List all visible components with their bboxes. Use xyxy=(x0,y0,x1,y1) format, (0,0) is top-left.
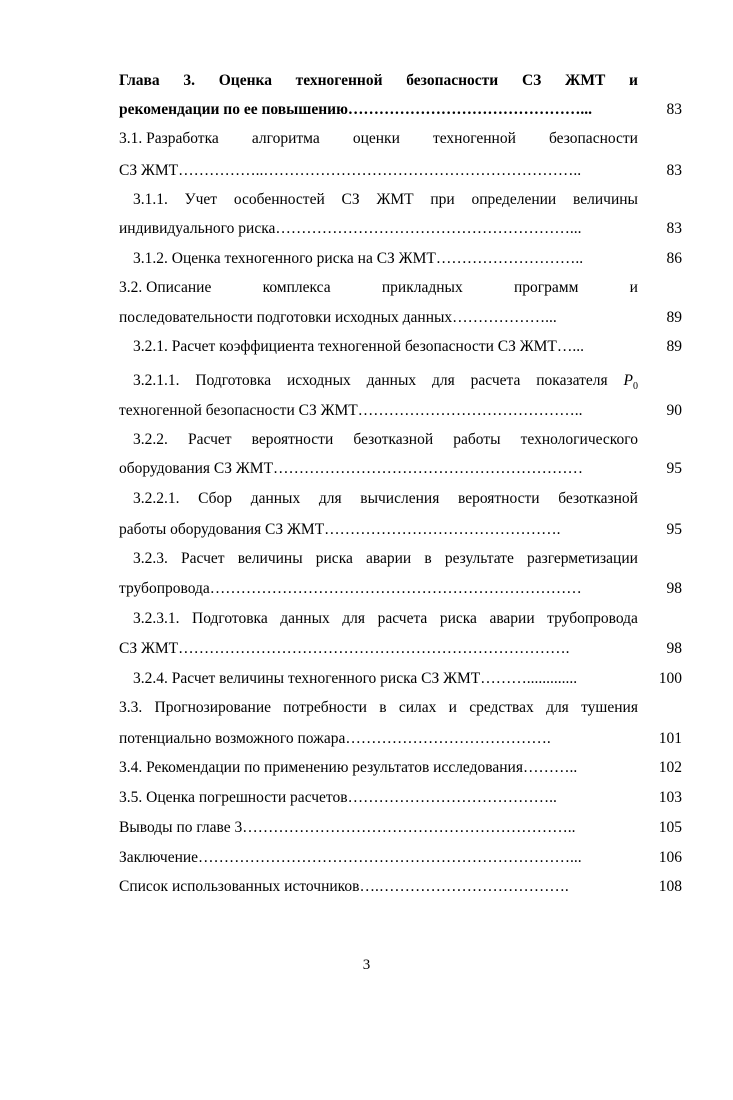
toc-word: данных xyxy=(366,372,417,389)
toc-page-number: 89 xyxy=(666,338,682,355)
toc-word: величины xyxy=(573,191,638,208)
toc-word: 3.2.3. xyxy=(133,550,168,567)
toc-section-3-3-line-2 xyxy=(0,724,733,754)
toc-word: потребности xyxy=(283,699,367,716)
toc-word: 3.3. xyxy=(119,699,143,716)
toc-entry-text: рекомендации по ее повышению………………………………………... xyxy=(119,101,593,118)
toc-section-3-2-2-line-2 xyxy=(0,454,733,484)
toc-word: аварии xyxy=(489,610,535,627)
toc-entry-text: работы оборудования СЗ ЖМТ………………………………………. xyxy=(119,521,561,538)
toc-word: 3.1.1. xyxy=(133,191,168,208)
toc-word: безотказной xyxy=(558,490,638,507)
toc-word: безопасности xyxy=(406,72,499,89)
toc-page-number: 100 xyxy=(658,670,682,687)
toc-word: ЖМТ xyxy=(565,72,606,89)
toc-word: Подготовка xyxy=(195,372,272,389)
toc-word: величины xyxy=(237,550,303,567)
toc-section-3-2-2-1-line-2 xyxy=(0,515,733,545)
toc-section-3-2-3-line-2 xyxy=(0,574,733,604)
toc-entry-text: Список использованных источников….………………………………. xyxy=(119,878,569,895)
toc-word: определении xyxy=(471,191,557,208)
toc-word: исходных xyxy=(286,372,351,389)
toc-word: Прогнозирование xyxy=(154,699,271,716)
toc-word: данных xyxy=(250,490,301,507)
toc-word: технологического xyxy=(520,431,638,448)
toc-word: Сбор xyxy=(198,490,233,507)
toc-word: алгоритма xyxy=(251,130,320,147)
toc-entry-text: 3.5. Оценка погрешности расчетов………………………………….. xyxy=(119,789,557,806)
toc-section-3-1-1-line-1 xyxy=(0,185,733,215)
toc-section-3-2-line-1 xyxy=(0,273,733,303)
toc-word: вычисления xyxy=(360,490,440,507)
toc-word: риска xyxy=(439,610,477,627)
toc-word: 3.2.2. xyxy=(133,431,168,448)
toc-section-3-2-4 xyxy=(0,664,733,694)
toc-page-number: 83 xyxy=(666,101,682,118)
toc-word: расчета xyxy=(470,372,521,389)
toc-entry-text: потенциально возможного пожара…………………………………. xyxy=(119,730,551,747)
toc-entry-text: Выводы по главе 3……………………………………………………….. xyxy=(119,819,576,836)
toc-word: и xyxy=(629,72,638,89)
toc-word: комплекса xyxy=(262,279,331,296)
toc-word: для xyxy=(432,372,455,389)
toc-section-3-4 xyxy=(0,753,733,783)
toc-word: Учет xyxy=(184,191,218,208)
toc-word: техногенной xyxy=(295,72,383,89)
toc-word: СЗ xyxy=(341,191,360,208)
toc-page-number: 90 xyxy=(666,402,682,419)
toc-word: и xyxy=(629,279,638,296)
toc-section-3-2-line-2 xyxy=(0,303,733,333)
toc-section-3-1-line-2 xyxy=(0,156,733,186)
toc-entry-text: трубопровода……………………………………………………………… xyxy=(119,580,582,597)
toc-page-number: 102 xyxy=(658,759,682,776)
toc-word: разгерметизации xyxy=(526,550,638,567)
toc-word: 3.1. Разработка xyxy=(119,130,219,147)
toc-word: 3.2.1.1. xyxy=(133,372,180,389)
toc-word: данных xyxy=(280,610,330,627)
toc-entry-text: техногенной безопасности СЗ ЖМТ…………………………………….. xyxy=(119,402,583,419)
toc-word: Оценка xyxy=(218,72,272,89)
toc-entry-text: последовательности подготовки исходных данных………………... xyxy=(119,309,557,326)
toc-section-3-3-line-1 xyxy=(0,693,733,723)
toc-word: Подготовка xyxy=(192,610,268,627)
toc-section-3-2-1-1-line-1 xyxy=(0,366,733,396)
toc-word: для xyxy=(546,699,569,716)
toc-word: прикладных xyxy=(381,279,463,296)
toc-entry-text: 3.2.1. Расчет коэффициента техногенной безопасности СЗ ЖМТ…... xyxy=(133,338,585,355)
toc-chapter-3-line-2 xyxy=(0,95,733,125)
toc-entry-text: СЗ ЖМТ…………………………………………………………………. xyxy=(119,640,570,657)
toc-word: для xyxy=(342,610,366,627)
toc-page-number: 105 xyxy=(658,819,682,836)
toc-page-number: 103 xyxy=(658,789,682,806)
toc-page-number: 98 xyxy=(666,640,682,657)
toc-entry-text: оборудования СЗ ЖМТ…………………………………………………… xyxy=(119,460,584,477)
toc-page-number: 95 xyxy=(666,460,682,477)
toc-page-number: 86 xyxy=(666,250,682,267)
toc-section-3-2-1-1-line-2 xyxy=(0,396,733,426)
toc-conclusions-chapter-3 xyxy=(0,813,733,843)
toc-section-3-1-2 xyxy=(0,244,733,274)
toc-page-number: 83 xyxy=(666,162,682,179)
toc-word: ЖМТ xyxy=(376,191,414,208)
toc-word: оценки xyxy=(352,130,400,147)
toc-section-3-1-1-line-2 xyxy=(0,214,733,244)
toc-section-3-2-3-1-line-1 xyxy=(0,604,733,634)
toc-word: аварии xyxy=(366,550,412,567)
toc-word: в xyxy=(424,550,432,567)
toc-word: вероятности xyxy=(251,431,334,448)
toc-word: вероятности xyxy=(457,490,540,507)
toc-word: 3. xyxy=(183,72,196,89)
toc-word: риска xyxy=(315,550,353,567)
toc-entry-text: 3.1.2. Оценка техногенного риска на СЗ ЖМТ……………………….. xyxy=(133,250,584,267)
toc-word: Расчет xyxy=(181,550,225,567)
toc-word: для xyxy=(318,490,342,507)
toc-page-number: 83 xyxy=(666,220,682,237)
toc-word: трубопровода xyxy=(547,610,638,627)
toc-word: безотказной xyxy=(353,431,434,448)
toc-page-number: 106 xyxy=(658,849,682,866)
toc-page-number: 95 xyxy=(666,521,682,538)
toc-word: силах xyxy=(398,699,437,716)
toc-chapter-3-line-1 xyxy=(0,66,733,96)
toc-references xyxy=(0,872,733,902)
toc-page-number: 98 xyxy=(666,580,682,597)
toc-entry-text: Заключение………………………………………………………………... xyxy=(119,849,582,866)
toc-word: 3.2.3.1. xyxy=(133,610,180,627)
toc-word: и xyxy=(448,699,457,716)
toc-word: Расчет xyxy=(188,431,232,448)
toc-word: техногенной xyxy=(432,130,516,147)
toc-page-number: 101 xyxy=(658,730,682,747)
toc-word: особенностей xyxy=(233,191,325,208)
symbol-letter: P xyxy=(623,372,633,389)
toc-word: безопасности xyxy=(548,130,638,147)
toc-word: средствах xyxy=(469,699,534,716)
toc-word: при xyxy=(430,191,455,208)
toc-word: 3.2.2.1. xyxy=(133,490,180,507)
toc-entry-text: индивидуального риска…………………………………………………... xyxy=(119,220,582,237)
toc-section-3-2-2-1-line-1 xyxy=(0,484,733,514)
toc-word: работы xyxy=(453,431,501,448)
toc-final-conclusion xyxy=(0,843,733,873)
toc-page-number: 108 xyxy=(658,878,682,895)
toc-section-3-1-line-1 xyxy=(0,124,733,154)
toc-word: показателя xyxy=(536,372,608,389)
toc-section-3-2-2-line-1 xyxy=(0,425,733,455)
toc-entry-text: 3.2.4. Расчет величины техногенного риска СЗ ЖМТ………............. xyxy=(133,670,578,687)
toc-word: Глава xyxy=(119,72,160,89)
toc-entry-text: 3.4. Рекомендации по применению результатов исследования……….. xyxy=(119,759,578,776)
toc-word: СЗ xyxy=(521,72,542,89)
toc-word: результате xyxy=(444,550,514,567)
toc-word: в xyxy=(379,699,387,716)
toc-section-3-2-1 xyxy=(0,332,733,362)
toc-word: 3.2. Описание xyxy=(119,279,212,296)
toc-entry-text: СЗ ЖМТ……………..…………………………………………………….. xyxy=(119,162,582,179)
symbol-subscript: 0 xyxy=(632,381,638,393)
toc-word: программ xyxy=(513,279,579,296)
page-number-footer: 3 xyxy=(362,957,371,973)
toc-word: тушения xyxy=(581,699,638,716)
toc-page-number: 89 xyxy=(666,309,682,326)
toc-word: расчета xyxy=(377,610,428,627)
toc-section-3-2-3-1-line-2 xyxy=(0,634,733,664)
toc-section-3-2-3-line-1 xyxy=(0,544,733,574)
toc-section-3-5 xyxy=(0,783,733,813)
